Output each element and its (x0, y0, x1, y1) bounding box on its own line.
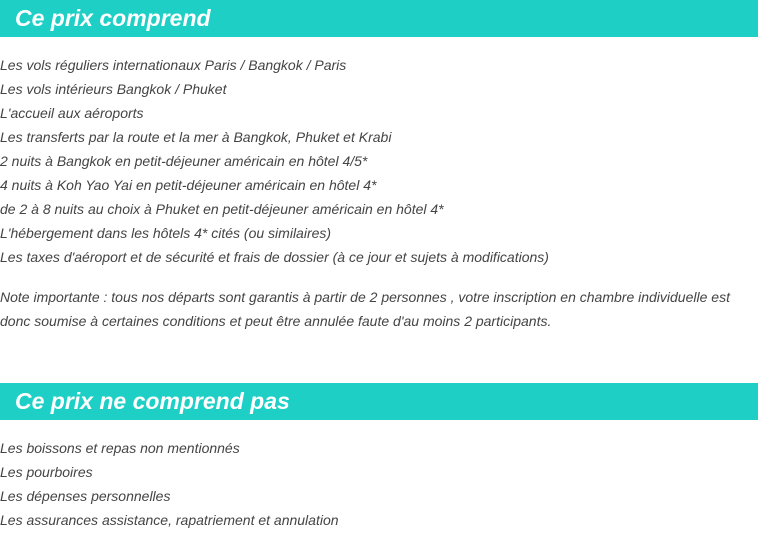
list-item: Les boissons et repas non mentionnés (0, 440, 240, 456)
excluded-section-title: Ce prix ne comprend pas (15, 388, 290, 414)
included-section-header (0, 0, 758, 37)
list-item: Les vols intérieurs Bangkok / Phuket (0, 81, 227, 97)
list-item: 4 nuits à Koh Yao Yai en petit-déjeuner américain en hôtel 4* (0, 177, 377, 193)
list-item: de 2 à 8 nuits au choix à Phuket en petit-déjeuner américain en hôtel 4* (0, 201, 444, 217)
included-items-list (0, 53, 758, 269)
list-item: Les pourboires (0, 464, 93, 480)
included-section-title: Ce prix comprend (15, 5, 211, 31)
list-item: Les assurances assistance, rapatriement et annulation (0, 512, 339, 528)
list-item: L'accueil aux aéroports (0, 105, 144, 121)
excluded-section-header (0, 383, 758, 420)
list-item: L'hébergement dans les hôtels 4* cités (ou similaires) (0, 225, 332, 241)
list-item: Les dépenses personnelles (0, 488, 171, 504)
list-item: Les transferts par la route et la mer à Bangkok, Phuket et Krabi (0, 129, 392, 145)
important-note: Note importante : tous nos départs sont garantis à partir de 2 personnes , votre inscription en chambre individuelle est donc soumise à certaines conditions et peut être annulée faute d'au moins 2 participants. (0, 289, 730, 329)
list-item: 2 nuits à Bangkok en petit-déjeuner américain en hôtel 4/5* (0, 153, 368, 169)
list-item: Les vols réguliers internationaux Paris / Bangkok / Paris (0, 57, 347, 73)
excluded-items-list (0, 436, 758, 532)
list-item: Les taxes d'aéroport et de sécurité et frais de dossier (à ce jour et sujets à modifications) (0, 249, 549, 265)
